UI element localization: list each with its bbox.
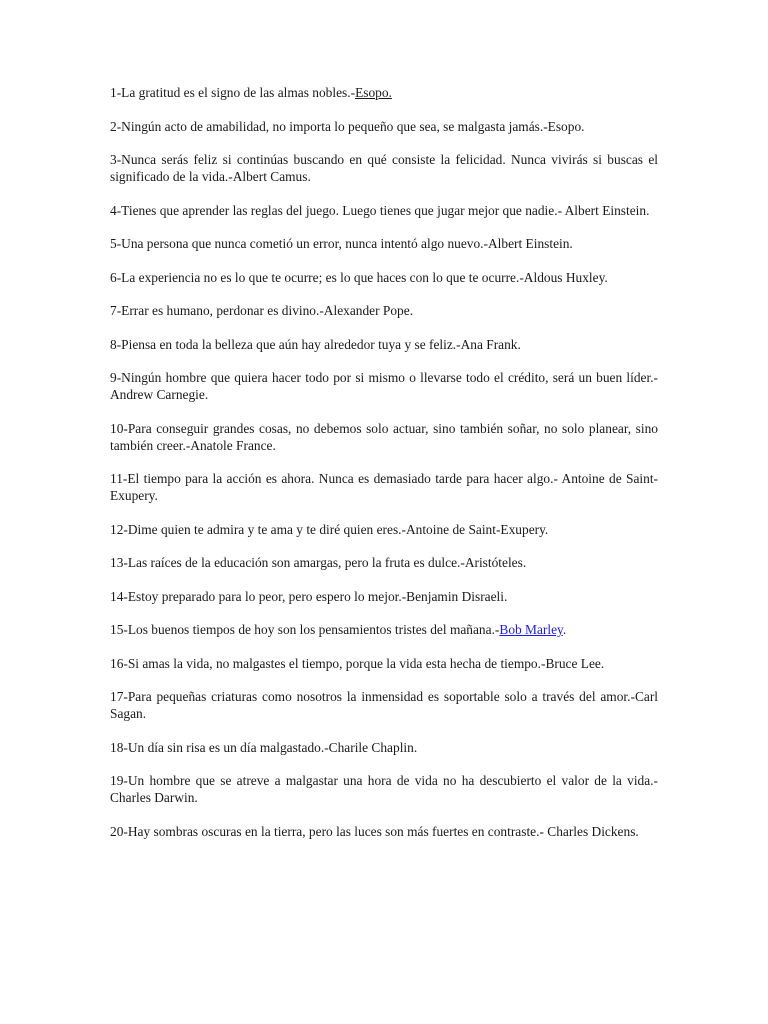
quote-15: [110, 621, 658, 638]
quote-text: 15-Los buenos tiempos de hoy son los pensamientos tristes del mañana.-: [110, 622, 500, 637]
quote-9: [110, 369, 658, 403]
quote-text: 5-Una persona que nunca cometió un error, nunca intentó algo nuevo.-Albert Einstein.: [110, 236, 573, 251]
quote-17: [110, 688, 658, 722]
author-link-bob-marley[interactable]: Bob Marley: [499, 622, 563, 637]
quote-text: 1-La gratitud es el signo de las almas nobles.-: [110, 85, 356, 100]
author-link-esopo[interactable]: Esopo.: [355, 85, 392, 100]
quote-text: 13-Las raíces de la educación son amargas, pero la fruta es dulce.-Aristóteles.: [110, 555, 527, 570]
quote-11: [110, 470, 658, 504]
quote-text: 11-El tiempo para la acción es ahora. Nunca es demasiado tarde para hacer algo.- Antoine de Saint-Exupery.: [110, 471, 658, 503]
quote-5: [110, 235, 658, 252]
quote-text: 17-Para pequeñas criaturas como nosotros la inmensidad es soportable solo a través del amor.-Carl Sagan.: [110, 689, 658, 721]
quote-text: 6-La experiencia no es lo que te ocurre; es lo que haces con lo que te ocurre.-Aldous Huxley.: [110, 269, 608, 285]
quote-4: [110, 202, 658, 219]
quote-3: [110, 151, 658, 185]
quote-7: [110, 302, 658, 319]
quote-10: [110, 420, 658, 454]
quote-text: 12-Dime quien te admira y te ama y te diré quien eres.-Antoine de Saint-Exupery.: [110, 521, 549, 537]
quote-12: [110, 521, 658, 538]
quote-text: 8-Piensa en toda la belleza que aún hay alrededor tuya y se feliz.-Ana Frank.: [110, 336, 521, 352]
quote-1: [110, 84, 658, 101]
quote-text: 18-Un día sin risa es un día malgastado.-Charile Chaplin.: [110, 739, 418, 755]
quote-text: 16-Si amas la vida, no malgastes el tiempo, porque la vida esta hecha de tiempo.-Bruce Lee.: [110, 655, 605, 671]
quote-8: [110, 336, 658, 353]
quote-tail: .: [562, 622, 567, 637]
quote-text: 3-Nunca serás feliz si continúas buscando en qué consiste la felicidad. Nunca vivirás si buscas el significado de la vida.-Albert Camus.: [110, 152, 658, 184]
quote-text: 10-Para conseguir grandes cosas, no debemos solo actuar, sino también soñar, no solo planear, sino también creer.-Anatole France.: [110, 420, 658, 453]
quote-text: 20-Hay sombras oscuras en la tierra, pero las luces son más fuertes en contraste.- Charles Dickens.: [110, 823, 639, 839]
quote-13: [110, 554, 658, 571]
quotes-list: [110, 84, 658, 856]
quote-text: 19-Un hombre que se atreve a malgastar una hora de vida no ha descubierto el valor de la vida.-Charles Darwin.: [110, 773, 658, 805]
quote-16: [110, 655, 658, 672]
quote-2: [110, 118, 658, 135]
quote-14: [110, 588, 658, 605]
quote-text: 4-Tienes que aprender las reglas del juego. Luego tienes que jugar mejor que nadie.- Albert Einstein.: [110, 202, 650, 218]
quote-text: 9-Ningún hombre que quiera hacer todo por si mismo o llevarse todo el crédito, será un buen líder.-Andrew Carnegie.: [110, 370, 658, 402]
quote-18: [110, 739, 658, 756]
quote-19: [110, 772, 658, 806]
quote-text: 2-Ningún acto de amabilidad, no importa lo pequeño que sea, se malgasta jamás.-Esopo.: [110, 118, 585, 134]
quote-text: 14-Estoy preparado para lo peor, pero espero lo mejor.-Benjamin Disraeli.: [110, 588, 508, 604]
quote-6: [110, 269, 658, 286]
quote-text: 7-Errar es humano, perdonar es divino.-Alexander Pope.: [110, 303, 414, 318]
quote-20: [110, 823, 658, 840]
